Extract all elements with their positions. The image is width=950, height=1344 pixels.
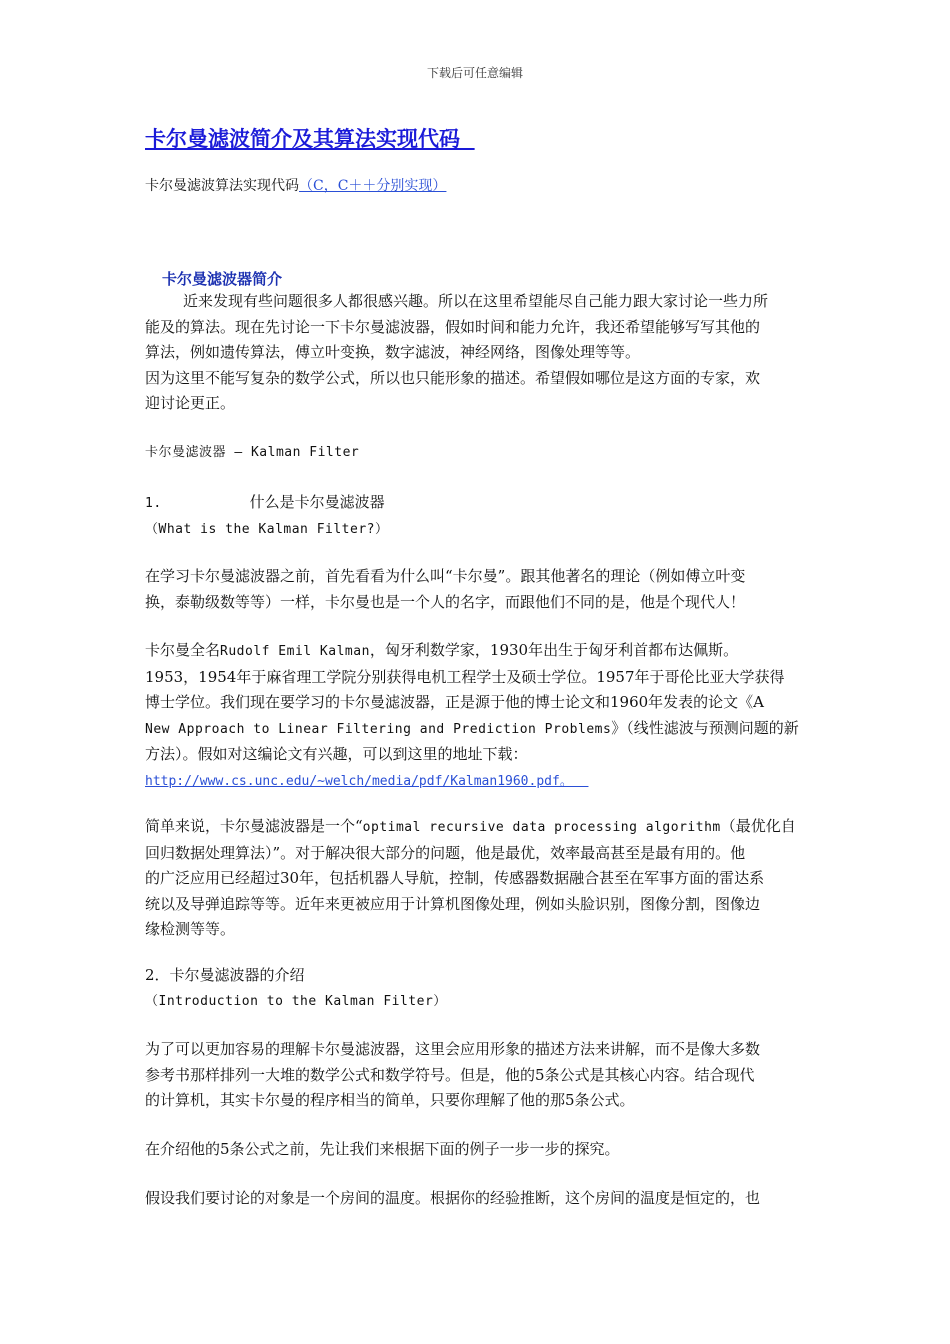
paragraph-line: 统以及导弹追踪等等。近年来更被应用于计算机图像处理，例如头脸识别，图像分割，图像边	[145, 894, 761, 913]
intro-paragraph	[145, 289, 810, 417]
p3-text: （最优化自	[720, 817, 796, 835]
p2-text: 》（线性滤波与预测问题的新	[611, 718, 799, 737]
section-1-english: （What is the Kalman Filter?）	[145, 521, 389, 537]
intro-line: 近来发现有些问题很多人都很感兴趣。所以在这里希望能尽自己能力跟大家讨论一些力所	[183, 292, 769, 310]
intro-line: 算法，例如遗传算法，傅立叶变换，数字滤波，神经网络，图像处理等等。	[145, 343, 641, 361]
paragraph-line: 换，泰勒级数等等）一样，卡尔曼也是一个人的名字，而跟他们不同的是，他是个现代人！	[145, 592, 746, 611]
paragraph-4	[145, 1037, 810, 1114]
paper-title: New Approach to Linear Filtering and Prediction Problems	[145, 721, 612, 737]
section-2-heading	[145, 963, 810, 1014]
paragraph-1	[145, 564, 810, 615]
paragraph-line: 参考书那样排列一大堆的数学公式和数学符号。但是，他的5条公式是其核心内容。结合现代	[145, 1065, 755, 1084]
section-1-number: 1.	[145, 496, 162, 511]
paragraph-line: 在介绍他的5条公式之前，先让我们来根据下面的例子一步一步的探究。	[145, 1140, 620, 1158]
paragraph-line: 的广泛应用已经超过30年，包括机器人导航，控制，传感器数据融合甚至在军事方面的雷达系	[145, 869, 765, 887]
paragraph-line: 1953，1954年于麻省理工学院分别获得电机工程学士及硕士学位。1957年于哥伦比亚大学获得	[145, 667, 785, 686]
page-header-note: 下载后可任意编辑	[426, 66, 523, 80]
kalman-filter-label	[145, 440, 810, 466]
paragraph-line: 假设我们要讨论的对象是一个房间的温度。根据你的经验推断，这个房间的温度是恒定的，也	[145, 1189, 761, 1207]
subtitle-text: 卡尔曼滤波算法实现代码	[145, 178, 299, 194]
p2-name: Rudolf Emil Kalman	[220, 644, 370, 659]
intro-line: 迎讨论更正。	[145, 394, 236, 412]
subtitle-line	[145, 175, 446, 195]
p2-text: ，匈牙利数学家，1930年出生于匈牙利首都布达佩斯。	[369, 641, 739, 659]
section-2-english: （Introduction to the Kalman Filter）	[145, 993, 447, 1009]
paragraph-line: 博士学位。我们现在要学习的卡尔曼滤波器，正是源于他的博士论文和1960年发表的论文《A	[145, 693, 765, 711]
paragraph-5	[145, 1137, 810, 1163]
section-1-heading	[145, 490, 810, 542]
intro-line: 因为这里不能写复杂的数学公式，所以也只能形象的描述。希望假如哪位是这方面的专家，欢	[145, 368, 761, 387]
section-heading: 卡尔曼滤波器简介	[162, 270, 283, 288]
paragraph-line: 回归数据处理算法）”。对于解决很大部分的问题，他是最优，效率最高甚至是最有用的。他	[145, 843, 746, 862]
paragraph-3	[145, 814, 810, 943]
paragraph-line: 方法）。假如对这编论文有兴趣，可以到这里的地址下载：	[145, 745, 528, 763]
subtitle-link[interactable]: （C，C＋＋分别实现）	[299, 178, 447, 194]
paragraph-line: 为了可以更加容易的理解卡尔曼滤波器，这里会应用形象的描述方法来讲解，而不是像大多数	[145, 1040, 761, 1058]
section-2-title: 2．卡尔曼滤波器的介绍	[145, 966, 305, 984]
paragraph-2	[145, 638, 810, 794]
paragraph-line: 缘检测等等。	[145, 920, 236, 938]
kalman-label-text: 卡尔曼滤波器 – Kalman Filter	[145, 445, 360, 460]
paper-download-link[interactable]: http://www.cs.unc.edu/~welch/media/pdf/Kalman1960.pdf。	[145, 773, 589, 789]
p3-english: optimal recursive data processing algorithm	[362, 820, 721, 835]
paragraph-6	[145, 1186, 810, 1212]
document-title[interactable]: 卡尔曼滤波简介及其算法实现代码	[145, 126, 475, 151]
p3-text: 简单来说，卡尔曼滤波器是一个“	[145, 817, 363, 835]
paragraph-line: 的计算机，其实卡尔曼的程序相当的简单，只要你理解了他的那5条公式。	[145, 1091, 635, 1109]
intro-line: 能及的算法。现在先讨论一下卡尔曼滤波器，假如时间和能力允许，我还希望能够写写其他的	[145, 317, 761, 336]
p2-text: 卡尔曼全名	[145, 641, 221, 659]
paragraph-line: 在学习卡尔曼滤波器之前，首先看看为什么叫“卡尔曼”。跟其他著名的理论（例如傅立叶变	[145, 567, 746, 585]
section-1-title: 什么是卡尔曼滤波器	[249, 493, 385, 511]
